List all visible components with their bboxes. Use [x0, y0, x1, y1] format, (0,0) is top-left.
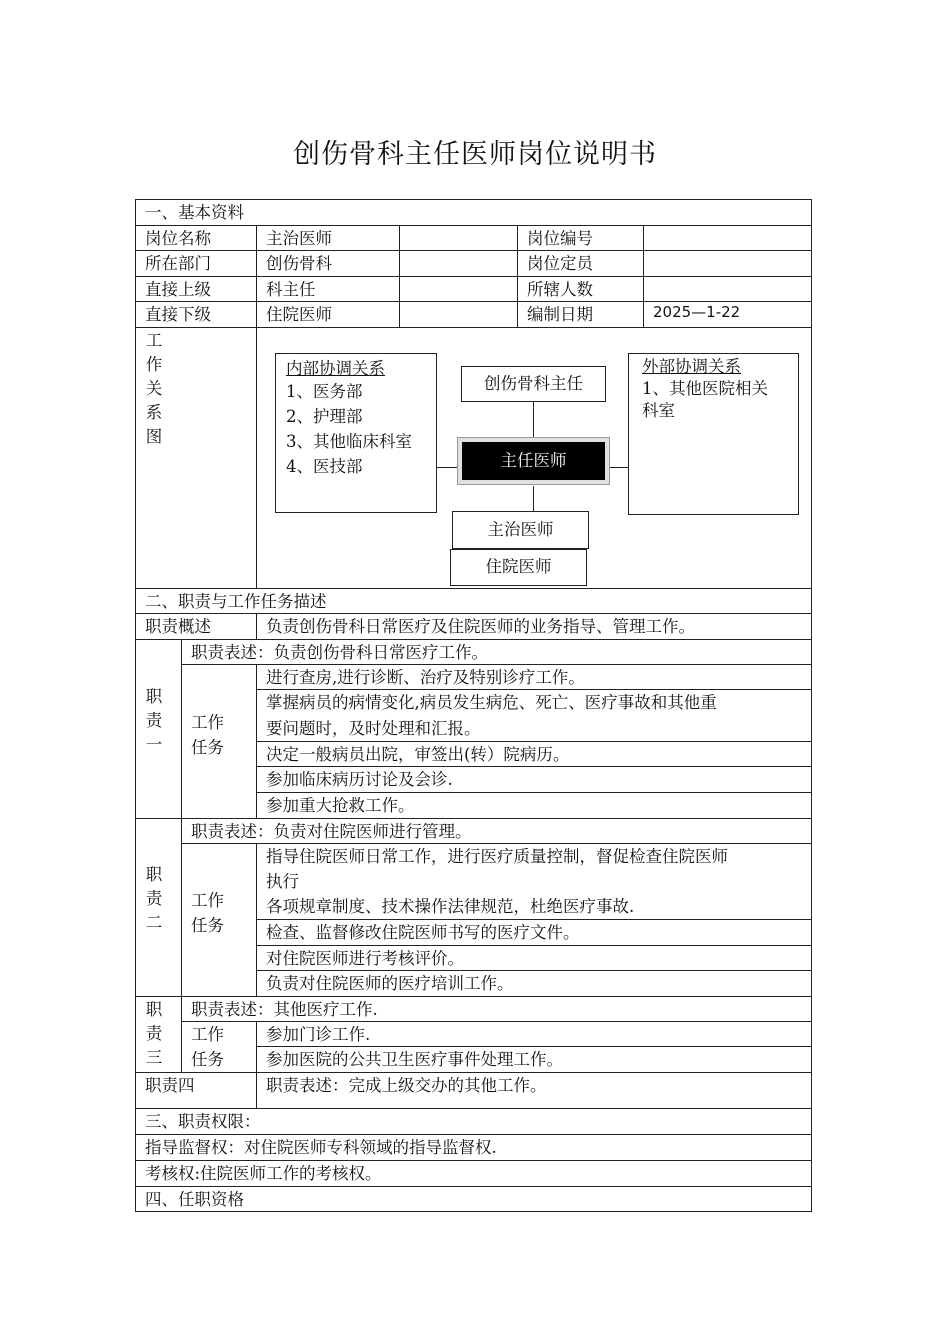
duty3-task-label: 工作 任务 — [191, 1025, 224, 1069]
document-title: 创伤骨科主任医师岗位说明书 — [293, 139, 657, 170]
value-compile-date: 2025—1-22 — [653, 303, 741, 321]
label-position-code: 岗位编号 — [527, 229, 593, 248]
external-item: 科室 — [642, 401, 675, 420]
label-compile-date: 编制日期 — [527, 305, 593, 324]
duty3-task: 参加医院的公共卫生医疗事件处理工作。 — [266, 1050, 563, 1069]
duty1-task: 掌握病员的病情变化,病员发生病危、死亡、医疗事故和其他重 — [266, 693, 717, 712]
subordinate-box-2 — [450, 549, 587, 586]
duty2-label: 职 责 二 — [145, 865, 163, 932]
internal-coordination-title: 内部协调关系 — [286, 359, 385, 378]
duty3-label: 职 责 三 — [145, 1000, 163, 1067]
duty1-task: 决定一般病员出院，审签出(转）院病历。 — [266, 745, 570, 764]
duty4-statement: 职责表述：完成上级交办的其他工作。 — [266, 1076, 547, 1095]
duty1-task: 参加临床病历讨论及会诊. — [266, 770, 453, 789]
duty2-task: 指导住院医师日常工作，进行医疗质量控制，督促检查住院医师 — [266, 847, 728, 866]
center-role-label: 主任医师 — [500, 451, 567, 470]
duty3-statement: 职责表述：其他医疗工作. — [191, 1000, 378, 1019]
superior-label: 创伤骨科主任 — [484, 374, 583, 393]
duty2-task: 各项规章制度、技术操作法律规范，杜绝医疗事故. — [266, 897, 635, 916]
label-position-name: 岗位名称 — [145, 229, 211, 248]
overview-text: 负责创伤骨科日常医疗及住院医师的业务指导、管理工作。 — [266, 617, 695, 636]
duty2-task-label: 工作 任务 — [191, 891, 224, 935]
duty2-task: 检查、监督修改住院医师书写的医疗文件。 — [266, 923, 580, 942]
value-position-name: 主治医师 — [266, 229, 332, 248]
external-item: 1、其他医院相关 — [642, 379, 768, 398]
value-department: 创伤骨科 — [266, 254, 332, 273]
subordinate-label-2: 住院医师 — [485, 557, 552, 576]
section2-heading: 二、职责与工作任务描述 — [145, 592, 327, 611]
label-direct-superior: 直接上级 — [145, 280, 211, 299]
duty3-task: 参加门诊工作. — [266, 1025, 371, 1044]
superior-box — [461, 366, 606, 402]
internal-item: 2、护理部 — [286, 407, 363, 426]
subordinate-box-1 — [452, 511, 589, 549]
duty2-task: 执行 — [266, 872, 299, 891]
duty2-task: 对住院医师进行考核评价。 — [266, 949, 464, 968]
duty1-statement: 职责表述：负责创伤骨科日常医疗工作。 — [191, 643, 488, 662]
internal-item: 1、医务部 — [286, 382, 363, 401]
value-direct-subordinate: 住院医师 — [266, 305, 332, 324]
duty1-task-label: 工作 任务 — [191, 713, 224, 757]
internal-coordination-box — [275, 353, 437, 513]
authority-item: 指导监督权：对住院医师专科领域的指导监督权. — [145, 1138, 497, 1157]
authority-item: 考核权:住院医师工作的考核权。 — [145, 1164, 382, 1183]
internal-item: 4、医技部 — [286, 457, 363, 476]
center-box-frame — [457, 437, 610, 485]
section4-heading: 四、任职资格 — [145, 1190, 244, 1209]
duty1-task: 要问题时，及时处理和汇报。 — [266, 719, 481, 738]
internal-item: 3、其他临床科室 — [286, 432, 412, 451]
duty4-label: 职责四 — [145, 1076, 195, 1095]
external-coordination-title: 外部协调关系 — [642, 357, 741, 376]
label-headcount: 岗位定员 — [527, 254, 593, 273]
duty1-label: 职 责 一 — [145, 687, 163, 754]
subordinate-label-1: 主治医师 — [487, 520, 554, 539]
duty2-statement: 职责表述：负责对住院医师进行管理。 — [191, 822, 472, 841]
duty2-task: 负责对住院医师的医疗培训工作。 — [266, 974, 514, 993]
label-department: 所在部门 — [145, 254, 211, 273]
diagram-row-label: 工 作 关 系 图 — [145, 331, 163, 446]
value-direct-superior: 科主任 — [266, 280, 316, 299]
section1-heading: 一、基本资料 — [145, 203, 244, 222]
label-subordinates-count: 所辖人数 — [527, 280, 593, 299]
overview-label: 职责概述 — [145, 617, 211, 636]
duty1-task: 参加重大抢救工作。 — [266, 796, 415, 815]
external-coordination-box — [628, 353, 799, 515]
section3-heading: 三、职责权限： — [145, 1112, 261, 1131]
label-direct-subordinate: 直接下级 — [145, 305, 211, 324]
duty1-task: 进行查房,进行诊断、治疗及特别诊疗工作。 — [266, 668, 585, 687]
